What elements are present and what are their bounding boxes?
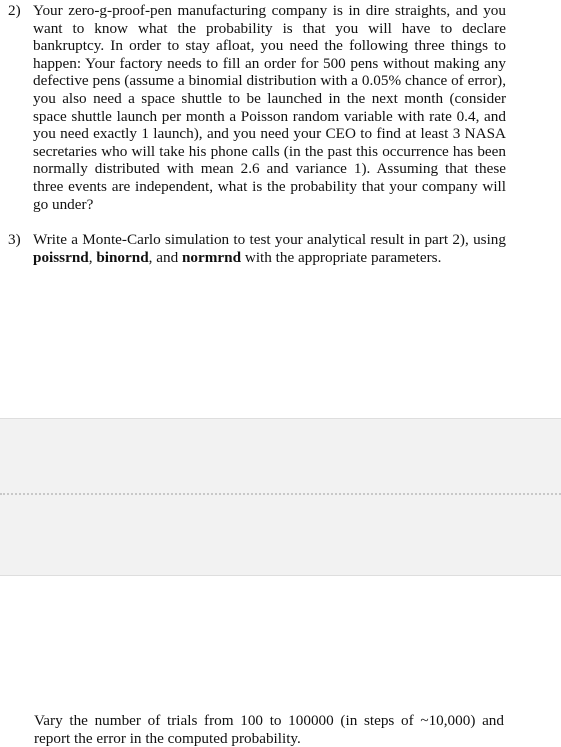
problem-3-text [33, 231, 506, 266]
problem-3-number: 3) [8, 231, 21, 248]
problem-3-text-after: with the appropriate parameters. [241, 248, 442, 266]
page-break-divider [0, 493, 561, 495]
footer-instruction: Vary the number of trials from 100 to 100000 (in steps of ~10,000) and report the error in the computed probability. [34, 712, 504, 747]
function-poissrnd: poissrnd [33, 248, 89, 266]
function-normrnd: normrnd [181, 248, 242, 266]
problem-2-text: Your zero-g-proof-pen manufacturing company is in dire straights, and you want to know what the probability is that you will have to declare bankruptcy. In order to stay afloat, you need the following three things to happen: Your factory needs to fill an order for 500 pens without making any defective pens (assume a binomial distribution with a 0.05% chance of error), you also need a space shuttle to be launched in the next month (consider space shuttle launch per month a Poisson random variable with rate 0.4, and you need exactly 1 launch), and you need your CEO to find at least 3 NASA secretaries who will take his phone calls (in the past this occurrence has been normally distributed with mean 2.6 and variance 1). Assuming that these three events are independent, what is the probability that your company will go under? [33, 2, 506, 213]
problem-2-number: 2) [8, 2, 21, 19]
problem-3-text-before: Write a Monte-Carlo simulation to test your analytical result in part 2), using [33, 231, 506, 248]
problem-3 [8, 231, 506, 266]
function-binornd: binornd [96, 248, 149, 266]
page-break-gap [0, 418, 561, 576]
problem-3-sep-2: , and [148, 248, 182, 266]
problem-2 [8, 2, 506, 213]
problem-3-sep-1: , [88, 248, 97, 266]
